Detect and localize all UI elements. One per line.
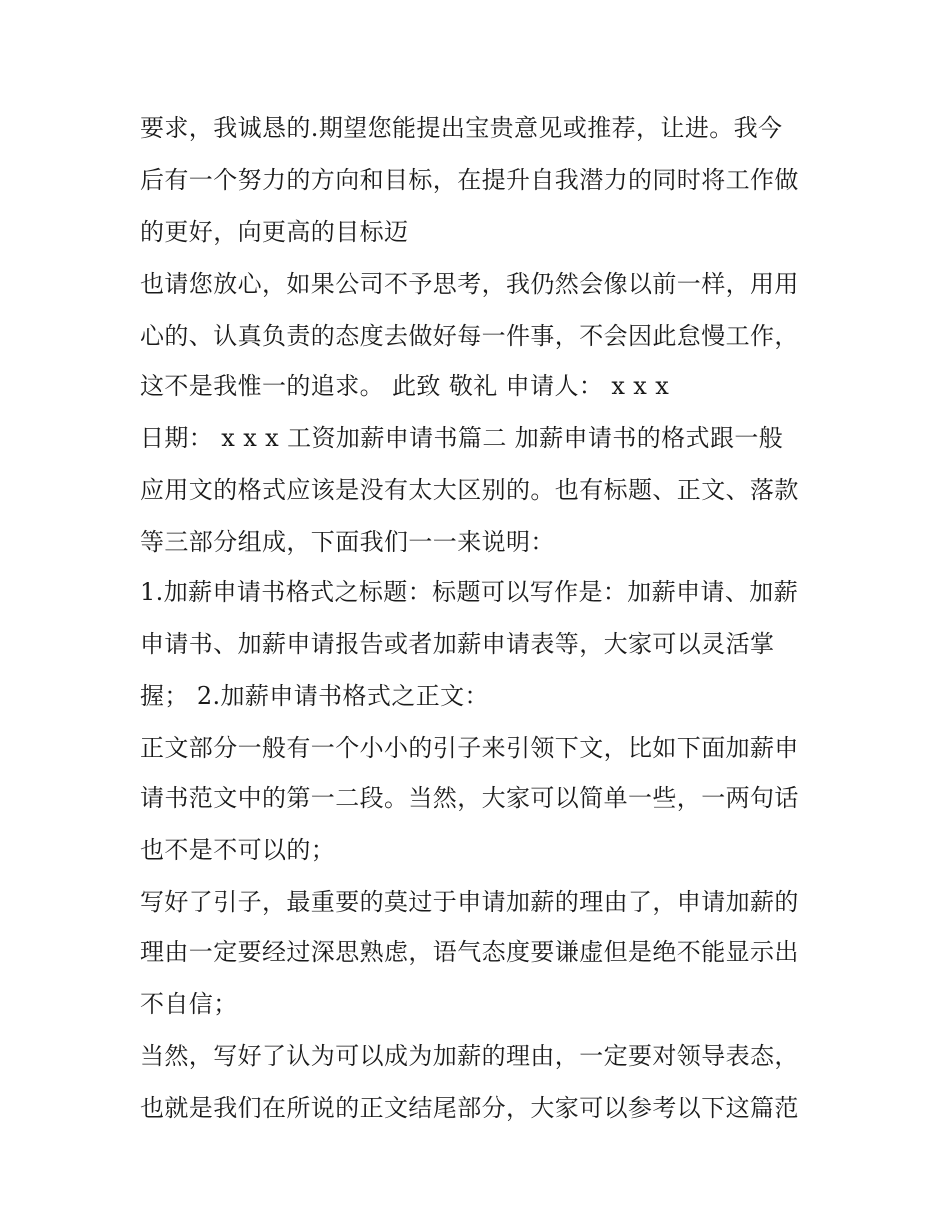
text-line: 应用文的格式应该是没有太大区别的。也有标题、正文、落款 [140,476,799,504]
text-line: 心的、认真负责的态度去做好每一件事，不会因此怠慢工作， [140,322,799,350]
text-line: 理由一定要经过深思熟虑，语气态度要谦虚但是绝不能显示出 [140,938,799,966]
text-line: 写好了引子，最重要的莫过于申请加薪的理由了，申请加薪的 [140,888,799,916]
text-line: 也请您放心，如果公司不予思考，我仍然会像以前一样，用用 [140,270,799,298]
text-line: 也不是不可以的； [140,836,336,864]
text-line: 不自信； [140,990,238,1018]
text-line: 日期： x x x 工资加薪申请书篇二 加薪申请书的格式跟一般 [140,424,784,452]
text-line: 1.加薪申请书格式之标题：标题可以写作是：加薪申请、加薪 [140,578,799,606]
text-line: 后有一个努力的方向和目标，在提升自我潜力的同时将工作做 [140,166,799,194]
text-line: 等三部分组成，下面我们一一来说明： [140,528,555,556]
text-line: 这不是我惟一的追求。 此致 敬礼 申请人： x x x [140,372,670,400]
text-line: 要求，我诚恳的.期望您能提出宝贵意见或推荐，让进。我今 [140,114,783,142]
text-line: 的更好，向更高的目标迈 [140,218,409,246]
text-line: 当然，写好了认为可以成为加薪的理由，一定要对领导表态， [140,1042,799,1070]
text-line: 请书范文中的第一二段。当然，大家可以简单一些，一两句话 [140,784,799,812]
text-line: 握； 2.加薪申请书格式之正文： [140,682,489,710]
text-line: 也就是我们在所说的正文结尾部分，大家可以参考以下这篇范 [140,1094,799,1122]
text-line: 正文部分一般有一个小小的引子来引领下文，比如下面加薪申 [140,734,799,762]
text-line: 申请书、加薪申请报告或者加薪申请表等，大家可以灵活掌 [140,630,775,658]
